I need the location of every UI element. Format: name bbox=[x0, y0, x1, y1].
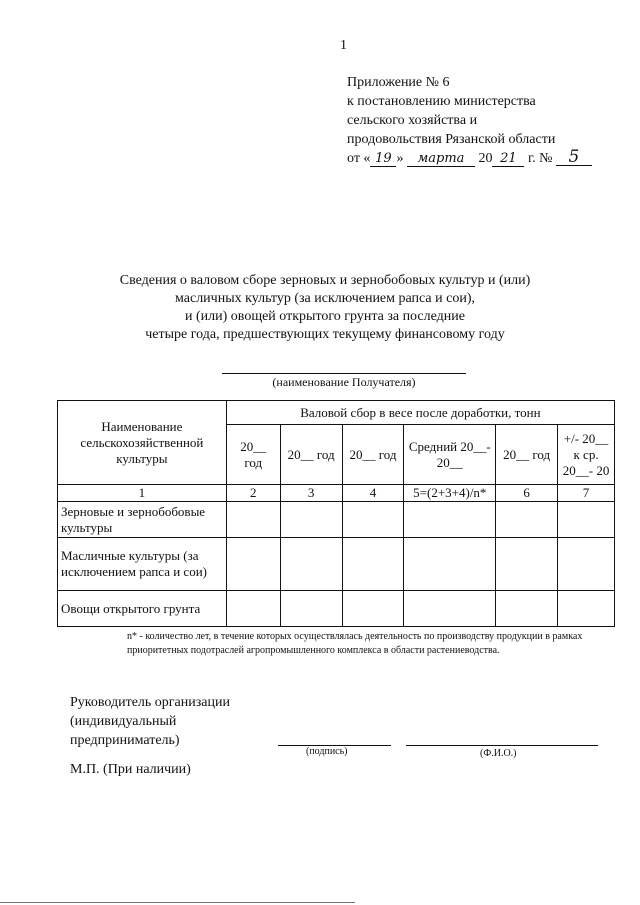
average-header: Средний 20__- 20__ bbox=[404, 425, 496, 485]
data-cell[interactable] bbox=[226, 538, 280, 591]
handwritten-year: 21 bbox=[492, 151, 524, 167]
column-number: 2 bbox=[226, 485, 280, 502]
crop-row-label: Зерновые и зернобобовые культуры bbox=[58, 502, 227, 538]
crop-row-label: Овощи открытого грунта bbox=[58, 591, 227, 627]
data-cell[interactable] bbox=[404, 502, 496, 538]
appendix-line: сельского хозяйства и bbox=[347, 113, 478, 128]
crop-row-label: Масличные культуры (за исключением рапса и сои) bbox=[58, 538, 227, 591]
data-cell[interactable] bbox=[558, 538, 615, 591]
footnote: n* - количество лет, в течение которых осуществлялась деятельность по производству продукции в рамках приоритетных подотраслей агропромышленного комплекса в области растениеводства. bbox=[127, 631, 583, 656]
year-header: 20__ год bbox=[226, 425, 280, 485]
signatory-label: Руководитель организации (индивидуальный предприниматель) bbox=[70, 695, 230, 748]
data-cell[interactable] bbox=[280, 591, 342, 627]
year-header: 20__ год bbox=[342, 425, 404, 485]
column-number: 6 bbox=[496, 485, 558, 502]
data-cell[interactable] bbox=[404, 591, 496, 627]
data-cell[interactable] bbox=[558, 591, 615, 627]
data-cell[interactable] bbox=[404, 538, 496, 591]
data-cell[interactable] bbox=[496, 591, 558, 627]
crop-name-header: Наименование сельскохозяйственной культуры bbox=[58, 401, 227, 485]
difference-header: +/- 20__ к ср. 20__- 20 bbox=[558, 425, 615, 485]
data-cell[interactable] bbox=[226, 502, 280, 538]
appendix-line: к постановлению министерства bbox=[347, 94, 536, 109]
year-header: 20__ год bbox=[496, 425, 558, 485]
data-cell[interactable] bbox=[496, 502, 558, 538]
full-name-caption: (Ф.И.О.) bbox=[480, 748, 517, 759]
harvest-table bbox=[57, 400, 615, 627]
data-cell[interactable] bbox=[226, 591, 280, 627]
full-name-line bbox=[406, 745, 598, 746]
column-number: 7 bbox=[558, 485, 615, 502]
appendix-line: Приложение № 6 bbox=[347, 75, 450, 90]
appendix-date-line: от « 19 » марта 20 21 г. № 5 bbox=[347, 149, 592, 168]
recipient-label: (наименование Получателя) bbox=[272, 375, 416, 389]
data-cell[interactable] bbox=[280, 538, 342, 591]
appendix-line: продовольствия Рязанской области bbox=[347, 132, 556, 147]
recipient-field-line bbox=[222, 373, 466, 374]
data-cell[interactable] bbox=[342, 502, 404, 538]
handwritten-month: марта bbox=[407, 151, 475, 167]
column-number: 4 bbox=[342, 485, 404, 502]
appendix-block bbox=[347, 73, 592, 168]
data-cell[interactable] bbox=[342, 538, 404, 591]
data-cell[interactable] bbox=[496, 538, 558, 591]
column-number: 3 bbox=[280, 485, 342, 502]
data-cell[interactable] bbox=[342, 591, 404, 627]
handwritten-number: 5 bbox=[556, 150, 592, 166]
page-number: 1 bbox=[340, 38, 347, 53]
column-number: 5=(2+3+4)/n* bbox=[404, 485, 496, 502]
seal-label: М.П. (При наличии) bbox=[70, 762, 191, 777]
signature-caption: (подпись) bbox=[306, 746, 348, 757]
handwritten-day: 19 bbox=[370, 151, 396, 167]
column-number: 1 bbox=[58, 485, 227, 502]
data-cell[interactable] bbox=[280, 502, 342, 538]
year-header: 20__ год bbox=[280, 425, 342, 485]
gross-harvest-header: Валовой сбор в весе после доработки, тонн bbox=[226, 401, 614, 425]
data-cell[interactable] bbox=[558, 502, 615, 538]
footer-rule bbox=[0, 902, 355, 903]
document-title: Сведения о валовом сборе зерновых и зернобобовых культур и (или) масличных культур (за исключением рапса и сои), и (или) овощей открытого грунта за последние четыре года, предшествующих текущему финансовому году bbox=[119, 273, 531, 342]
